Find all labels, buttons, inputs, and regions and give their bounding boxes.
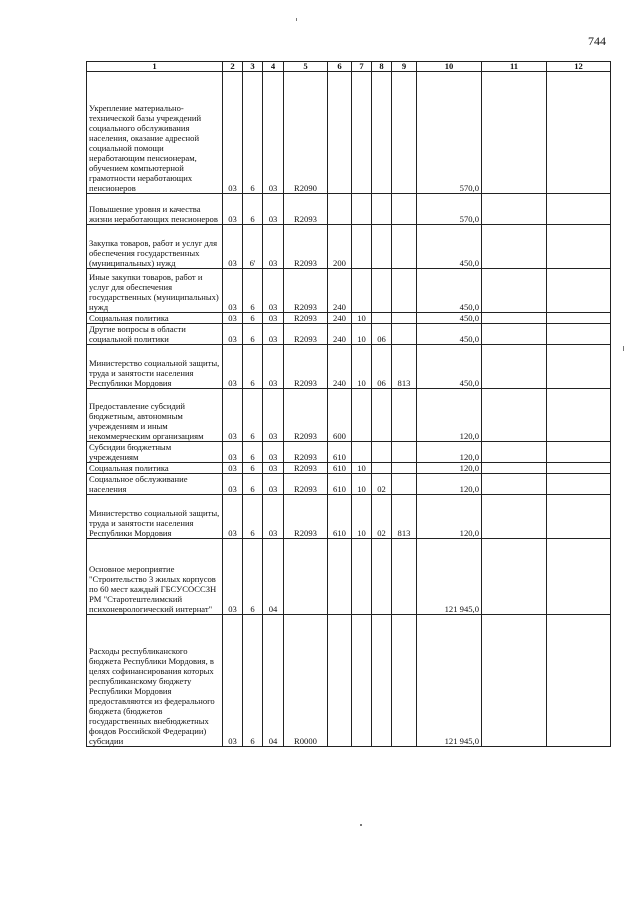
col-8-cell bbox=[372, 194, 392, 225]
table-row bbox=[87, 225, 611, 269]
amount-cell: 121 945,0 bbox=[417, 615, 482, 747]
column-header: 11 bbox=[482, 62, 547, 72]
row-name: Повышение уровня и качества жизни неработающих пенсионеров bbox=[87, 194, 223, 225]
col-9-cell bbox=[392, 615, 417, 747]
col-5-cell: R0000 bbox=[284, 615, 328, 747]
column-header: 10 bbox=[417, 62, 482, 72]
col-2-cell: 03 bbox=[223, 474, 243, 495]
col-3-cell: 6 bbox=[243, 615, 263, 747]
col-9-cell bbox=[392, 463, 417, 474]
col-9-cell bbox=[392, 442, 417, 463]
col-9-cell bbox=[392, 72, 417, 194]
col-12-cell bbox=[547, 615, 611, 747]
scan-mark bbox=[623, 346, 624, 351]
amount-cell: 450,0 bbox=[417, 269, 482, 313]
col-4-cell: 04 bbox=[263, 615, 284, 747]
row-name: Социальная политика bbox=[87, 313, 223, 324]
col-12-cell bbox=[547, 194, 611, 225]
col-7-cell bbox=[352, 269, 372, 313]
row-name: Социальная политика bbox=[87, 463, 223, 474]
col-6-cell: 200 bbox=[328, 225, 352, 269]
col-3-cell: 6 bbox=[243, 72, 263, 194]
col-8-cell: 02 bbox=[372, 495, 392, 539]
amount-cell: 570,0 bbox=[417, 194, 482, 225]
amount-cell: 450,0 bbox=[417, 345, 482, 389]
col-4-cell: 03 bbox=[263, 269, 284, 313]
row-name: Расходы республиканского бюджета Республики Мордовия, в целях софинансирования которых республиканскому бюджету Республики Мордовия предоставляются из федерального бюджета (бюджетов государственных внебюджетных фондов Российской Федерации) субсидии bbox=[87, 615, 223, 747]
col-7-cell: 10 bbox=[352, 313, 372, 324]
col-7-cell bbox=[352, 539, 372, 615]
col-8-cell bbox=[372, 269, 392, 313]
col-2-cell: 03 bbox=[223, 463, 243, 474]
col-5-cell: R2093 bbox=[284, 442, 328, 463]
col-6-cell: 610 bbox=[328, 474, 352, 495]
col-7-cell bbox=[352, 615, 372, 747]
col-6-cell: 610 bbox=[328, 442, 352, 463]
col-2-cell: 03 bbox=[223, 389, 243, 442]
col-8-cell bbox=[372, 442, 392, 463]
col-7-cell: 10 bbox=[352, 324, 372, 345]
col-11-cell bbox=[482, 72, 547, 194]
row-name: Другие вопросы в области социальной политики bbox=[87, 324, 223, 345]
col-12-cell bbox=[547, 225, 611, 269]
col-5-cell: R2093 bbox=[284, 495, 328, 539]
col-5-cell: R2093 bbox=[284, 194, 328, 225]
col-2-cell: 03 bbox=[223, 539, 243, 615]
col-2-cell: 03 bbox=[223, 345, 243, 389]
scan-mark bbox=[360, 824, 362, 826]
col-3-cell: 6 bbox=[243, 269, 263, 313]
col-12-cell bbox=[547, 72, 611, 194]
amount-cell: 120,0 bbox=[417, 463, 482, 474]
col-11-cell bbox=[482, 615, 547, 747]
col-4-cell: 03 bbox=[263, 442, 284, 463]
col-4-cell: 03 bbox=[263, 474, 284, 495]
col-4-cell: 03 bbox=[263, 463, 284, 474]
column-header: 12 bbox=[547, 62, 611, 72]
col-3-cell: 6 bbox=[243, 539, 263, 615]
column-header: 1 bbox=[87, 62, 223, 72]
col-6-cell bbox=[328, 539, 352, 615]
col-12-cell bbox=[547, 313, 611, 324]
col-4-cell: 03 bbox=[263, 225, 284, 269]
col-8-cell bbox=[372, 463, 392, 474]
col-4-cell: 04 bbox=[263, 539, 284, 615]
col-12-cell bbox=[547, 442, 611, 463]
row-name: Закупка товаров, работ и услуг для обеспечения государственных (муниципальных) нужд bbox=[87, 225, 223, 269]
row-name: Социальное обслуживание населения bbox=[87, 474, 223, 495]
column-header: 4 bbox=[263, 62, 284, 72]
column-header: 6 bbox=[328, 62, 352, 72]
amount-cell: 450,0 bbox=[417, 324, 482, 345]
table-row bbox=[87, 324, 611, 345]
col-7-cell bbox=[352, 225, 372, 269]
col-12-cell bbox=[547, 474, 611, 495]
col-4-cell: 03 bbox=[263, 389, 284, 442]
col-2-cell: 03 bbox=[223, 442, 243, 463]
col-7-cell bbox=[352, 442, 372, 463]
row-name: Министерство социальной защиты, труда и занятости населения Республики Мордовия bbox=[87, 345, 223, 389]
col-6-cell: 610 bbox=[328, 495, 352, 539]
col-12-cell bbox=[547, 463, 611, 474]
col-2-cell: 03 bbox=[223, 72, 243, 194]
table-row bbox=[87, 269, 611, 313]
amount-cell: 450,0 bbox=[417, 225, 482, 269]
column-header: 2 bbox=[223, 62, 243, 72]
col-12-cell bbox=[547, 389, 611, 442]
col-7-cell: 10 bbox=[352, 495, 372, 539]
col-6-cell: 240 bbox=[328, 313, 352, 324]
column-header: 9 bbox=[392, 62, 417, 72]
col-5-cell: R2093 bbox=[284, 474, 328, 495]
column-header: 3 bbox=[243, 62, 263, 72]
col-2-cell: 03 bbox=[223, 313, 243, 324]
col-9-cell bbox=[392, 269, 417, 313]
table-row bbox=[87, 442, 611, 463]
column-header: 5 bbox=[284, 62, 328, 72]
col-8-cell bbox=[372, 389, 392, 442]
col-3-cell: 6 bbox=[243, 389, 263, 442]
col-8-cell: 06 bbox=[372, 324, 392, 345]
col-4-cell: 03 bbox=[263, 345, 284, 389]
col-3-cell: 6 bbox=[243, 313, 263, 324]
col-12-cell bbox=[547, 539, 611, 615]
col-2-cell: 03 bbox=[223, 225, 243, 269]
col-11-cell bbox=[482, 442, 547, 463]
table-row bbox=[87, 539, 611, 615]
col-9-cell bbox=[392, 539, 417, 615]
table-row bbox=[87, 474, 611, 495]
amount-cell: 450,0 bbox=[417, 313, 482, 324]
col-6-cell bbox=[328, 72, 352, 194]
scan-mark bbox=[296, 18, 297, 21]
col-5-cell: R2093 bbox=[284, 225, 328, 269]
column-header: 7 bbox=[352, 62, 372, 72]
col-12-cell bbox=[547, 495, 611, 539]
col-5-cell: R2093 bbox=[284, 389, 328, 442]
col-3-cell: 6 bbox=[243, 345, 263, 389]
row-name: Основное мероприятие "Строительство 3 жилых корпусов по 60 мест каждый ГБСУСОССЗН РМ "Старотештелимский психоневрологический интернат" bbox=[87, 539, 223, 615]
col-4-cell: 03 bbox=[263, 194, 284, 225]
row-name: Предоставление субсидий бюджетным, автономным учреждениям и иным некоммерческим организациям bbox=[87, 389, 223, 442]
row-name: Укрепление материально-технической базы учреждений социального обслуживания населения, оказание адресной социальной помощи неработающим пенсионерам, обучением компьютерной грамотности неработающих пенсионеров bbox=[87, 72, 223, 194]
amount-cell: 120,0 bbox=[417, 474, 482, 495]
col-2-cell: 03 bbox=[223, 324, 243, 345]
col-3-cell: 6 bbox=[243, 194, 263, 225]
col-8-cell bbox=[372, 615, 392, 747]
col-8-cell bbox=[372, 72, 392, 194]
col-9-cell bbox=[392, 313, 417, 324]
col-11-cell bbox=[482, 269, 547, 313]
col-9-cell bbox=[392, 225, 417, 269]
col-4-cell: 03 bbox=[263, 313, 284, 324]
amount-cell: 121 945,0 bbox=[417, 539, 482, 615]
table-row bbox=[87, 72, 611, 194]
col-8-cell bbox=[372, 313, 392, 324]
col-7-cell bbox=[352, 72, 372, 194]
col-11-cell bbox=[482, 225, 547, 269]
amount-cell: 120,0 bbox=[417, 442, 482, 463]
col-11-cell bbox=[482, 463, 547, 474]
col-6-cell: 240 bbox=[328, 324, 352, 345]
row-name: Субсидии бюджетным учреждениям bbox=[87, 442, 223, 463]
col-11-cell bbox=[482, 495, 547, 539]
col-7-cell bbox=[352, 194, 372, 225]
col-6-cell: 240 bbox=[328, 269, 352, 313]
col-4-cell: 03 bbox=[263, 324, 284, 345]
col-12-cell bbox=[547, 324, 611, 345]
amount-cell: 120,0 bbox=[417, 389, 482, 442]
col-6-cell bbox=[328, 194, 352, 225]
col-2-cell: 03 bbox=[223, 269, 243, 313]
col-9-cell: 813 bbox=[392, 345, 417, 389]
col-5-cell: R2093 bbox=[284, 463, 328, 474]
col-5-cell: R2093 bbox=[284, 313, 328, 324]
col-8-cell bbox=[372, 225, 392, 269]
col-6-cell: 610 bbox=[328, 463, 352, 474]
col-8-cell bbox=[372, 539, 392, 615]
row-name: Иные закупки товаров, работ и услуг для обеспечения государственных (муниципальных) нужд bbox=[87, 269, 223, 313]
col-7-cell: 10 bbox=[352, 474, 372, 495]
col-8-cell: 06 bbox=[372, 345, 392, 389]
col-2-cell: 03 bbox=[223, 194, 243, 225]
col-9-cell bbox=[392, 194, 417, 225]
col-8-cell: 02 bbox=[372, 474, 392, 495]
budget-table bbox=[86, 61, 611, 747]
col-9-cell: 813 bbox=[392, 495, 417, 539]
amount-cell: 570,0 bbox=[417, 72, 482, 194]
col-4-cell: 03 bbox=[263, 72, 284, 194]
col-2-cell: 03 bbox=[223, 615, 243, 747]
table-row bbox=[87, 495, 611, 539]
col-3-cell: 6 bbox=[243, 324, 263, 345]
col-5-cell: R2093 bbox=[284, 324, 328, 345]
table-row bbox=[87, 389, 611, 442]
col-9-cell bbox=[392, 389, 417, 442]
header-row bbox=[87, 62, 611, 72]
col-9-cell bbox=[392, 474, 417, 495]
col-5-cell: R2090 bbox=[284, 72, 328, 194]
amount-cell: 120,0 bbox=[417, 495, 482, 539]
column-header: 8 bbox=[372, 62, 392, 72]
col-12-cell bbox=[547, 345, 611, 389]
table-row bbox=[87, 345, 611, 389]
table-row bbox=[87, 615, 611, 747]
col-11-cell bbox=[482, 345, 547, 389]
col-12-cell bbox=[547, 269, 611, 313]
table-row bbox=[87, 313, 611, 324]
col-2-cell: 03 bbox=[223, 495, 243, 539]
col-3-cell: 6 bbox=[243, 495, 263, 539]
row-name: Министерство социальной защиты, труда и занятости населения Республики Мордовия bbox=[87, 495, 223, 539]
col-5-cell bbox=[284, 539, 328, 615]
col-3-cell: 6' bbox=[243, 225, 263, 269]
col-6-cell: 240 bbox=[328, 345, 352, 389]
col-11-cell bbox=[482, 313, 547, 324]
col-3-cell: 6 bbox=[243, 463, 263, 474]
col-7-cell: 10 bbox=[352, 463, 372, 474]
col-6-cell: 600 bbox=[328, 389, 352, 442]
page-number: 744 bbox=[588, 34, 606, 48]
col-5-cell: R2093 bbox=[284, 345, 328, 389]
col-3-cell: 6 bbox=[243, 474, 263, 495]
col-11-cell bbox=[482, 389, 547, 442]
col-3-cell: 6 bbox=[243, 442, 263, 463]
col-11-cell bbox=[482, 194, 547, 225]
col-11-cell bbox=[482, 474, 547, 495]
col-11-cell bbox=[482, 324, 547, 345]
col-11-cell bbox=[482, 539, 547, 615]
col-6-cell bbox=[328, 615, 352, 747]
col-5-cell: R2093 bbox=[284, 269, 328, 313]
table-row bbox=[87, 463, 611, 474]
col-4-cell: 03 bbox=[263, 495, 284, 539]
col-7-cell: 10 bbox=[352, 345, 372, 389]
table-row bbox=[87, 194, 611, 225]
col-9-cell bbox=[392, 324, 417, 345]
col-7-cell bbox=[352, 389, 372, 442]
